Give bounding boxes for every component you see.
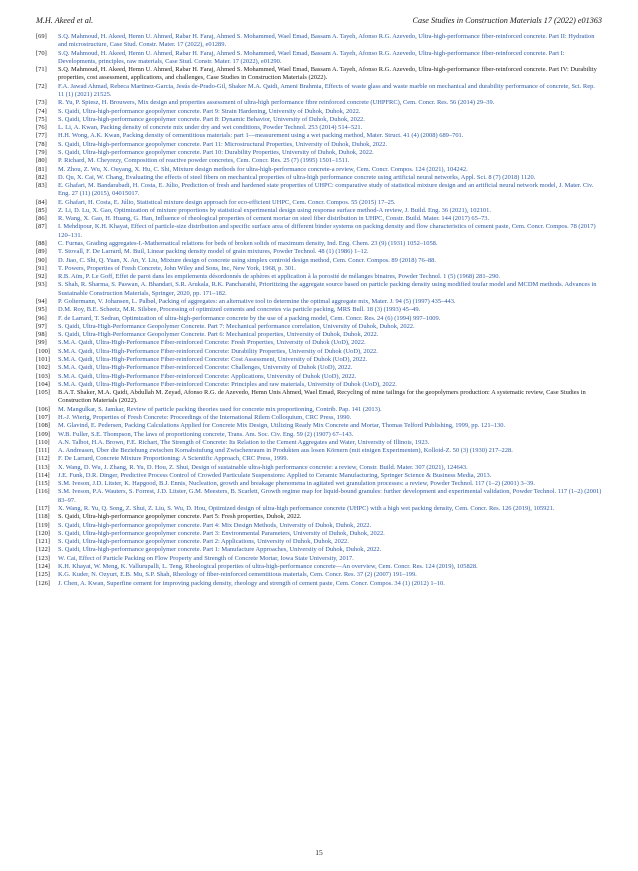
reference-link-item[interactable] — [36, 331, 602, 339]
reference-link-item[interactable] — [36, 580, 602, 588]
reference-text[interactable]: E. Ghafari, M. Bandarabadi, H. Costa, E. Júlio, Prediction of fresh and hardened state properties of UHPC: comparative study of statistical mixture design and an artificial neural network model, J. Mater. Civ. Eng. 27 (11) (2015), 04015017. — [58, 182, 594, 198]
reference-link-item[interactable] — [36, 132, 602, 140]
reference-link-item[interactable] — [36, 522, 602, 530]
reference-link-item[interactable] — [36, 141, 602, 149]
reference-link-item[interactable] — [36, 373, 602, 381]
reference-link-item[interactable] — [36, 174, 602, 182]
reference-text[interactable]: R. Wang, X. Gao, H. Huang, G. Han, Influence of rheological properties of cement mortar on steel fiber distribution in UHPC, Constr. Build. Mater. 144 (2017) 65–73. — [58, 215, 490, 223]
reference-number: [123] — [36, 554, 50, 562]
reference-text[interactable]: S.M. Iveson, P.A. Wauters, S. Forrest, J.D. Litster, G.M. Meesters, B. Scarlett, Growth regime map for liquid-bound granules: further development and experimental validation, Powder Technol. 117 (1–2) (2001) 83–97. — [58, 488, 602, 504]
reference-number: [71] — [36, 66, 47, 74]
reference-link-item[interactable] — [36, 83, 602, 100]
reference-number: [109] — [36, 430, 50, 438]
reference-text[interactable]: F. De Larrard, Concrete Mixture Proportioning: A Scientific Approach, CRC Press, 1999. — [58, 455, 289, 463]
reference-link-item[interactable] — [36, 356, 602, 364]
reference-number: [75] — [36, 115, 47, 123]
reference-item — [36, 513, 602, 521]
reference-link-item[interactable] — [36, 33, 602, 50]
reference-number: [89] — [36, 248, 47, 256]
reference-link-item[interactable] — [36, 555, 602, 563]
reference-number: [117] — [36, 505, 50, 513]
reference-text[interactable]: J. Chen, A. Kwan, Superfine cement for improving packing density, rheology and strength of cement paste, Cem. Concr. Compos. 34 (1) (2012) 1–10. — [58, 579, 445, 587]
reference-number: [121] — [36, 538, 50, 546]
reference-text[interactable]: K.G. Kuder, N. Ozyurt, E.B. Mu, S.P. Shah, Rheology of fiber-reinforced cementitious materials, Cem. Concr. Res. 37 (2) (2007) 191–199. — [58, 571, 417, 579]
reference-number: [88] — [36, 240, 47, 248]
reference-number: [76] — [36, 124, 47, 132]
reference-link-item[interactable] — [36, 108, 602, 116]
reference-text[interactable]: D. Jiao, C. Shi, Q. Yuan, X. An, Y. Liu, Mixture design of concrete using simplex centroid design method, Cem. Concr. Compos. 89 (2018) 76–88. — [58, 256, 436, 264]
reference-number: [98] — [36, 331, 47, 339]
reference-link-item[interactable] — [36, 472, 602, 480]
reference-number: [86] — [36, 215, 47, 223]
reference-number: [85] — [36, 206, 47, 214]
reference-number: [110] — [36, 438, 50, 446]
reference-text[interactable]: D.M. Roy, B.E. Scheetz, M.R. Silsbee, Processing of optimized cements and concretes via particle packing, MRS Bull. 18 (3) (1993) 45–49. — [58, 306, 421, 314]
reference-link-item[interactable] — [36, 315, 602, 323]
reference-link-item[interactable] — [36, 455, 602, 463]
reference-text[interactable]: E. Ghafari, H. Costa, E. Júlio, Statistical mixture design approach for eco-efficient UHPC, Cem. Concr. Compos. 55 (2015) 17–25. — [58, 198, 396, 206]
reference-text[interactable]: S. Qaidi, Ultra-high-performance geopolymer concrete. Part 2: Applications, University of Duhok, Duhok, 2022. — [58, 538, 349, 546]
reference-number: [101] — [36, 355, 50, 363]
reference-number: [74] — [36, 107, 47, 115]
reference-text[interactable]: F. de Larrard, T. Sedran, Optimization of ultra-high-performance concrete by the use of a packing model, Cem. Concr. Res. 24 (6) (1994) 997–1009. — [58, 314, 441, 322]
reference-number: [94] — [36, 298, 47, 305]
reference-number: [84] — [36, 198, 47, 206]
reference-number: [111] — [36, 447, 50, 455]
reference-number: [77] — [36, 132, 47, 140]
reference-number: [102] — [36, 364, 50, 372]
reference-text[interactable]: P. Richard, M. Cheyrezy, Composition of reactive powder concretes, Cem. Concr. Res. 25 (7) (1995) 1501–1511. — [58, 157, 350, 165]
reference-text[interactable]: H.-J. Wierig, Properties of Fresh Concrete: Proceedings of the International Rilem Colloquium, CRC Press, 1990. — [58, 413, 352, 421]
reference-text[interactable]: J.E. Funk, D.R. Dinger, Predictive Process Control of Crowded Particulate Suspensions: Applied to Ceramic Manufacturing, Springer Science & Business Media, 2013. — [58, 471, 492, 479]
reference-text: B.A.T. Shaker, M.A. Qaidi, Abdullah M. Zeyad, Afonso R.G. de Azevedo, Hemn Unis Ahmed, Wael Emad, Recycling of mine tailings for the geopolymers production: A systematic review, Case Studies in Construction Materials (2022). — [58, 389, 586, 405]
reference-link-item[interactable] — [36, 182, 602, 199]
header-authors: M.H. Akeed et al. — [36, 15, 94, 25]
reference-text[interactable]: S.M.A. Qaidi, Ultra-High-Performance Fiber-reinforced Concrete: Fresh Properties, University of Duhok (UoD), 2022. — [58, 339, 366, 347]
reference-text[interactable]: F.A. Jawad Ahmad, Rebeca Martinez-Garcia, Jesús de-Prado-Gil, Shaker M.A. Qaidi, Ameni Brahmia, Effects of waste glass and waste marble on mechanical and durability performance of concrete, Sci. Rep. 11 (1) (2021) 21525. — [58, 82, 595, 98]
reference-number: [80] — [36, 157, 47, 165]
reference-number: [90] — [36, 256, 47, 264]
reference-link-item[interactable] — [36, 281, 602, 298]
header-journal: Case Studies in Construction Materials 17 (2022) e01363 — [412, 15, 602, 25]
reference-text: S.Q. Mahmoud, H. Akeed, Hemn U. Ahmed, Rabar H. Faraj, Ahmed S. Mohammed, Wael Emad, Bassam A. Tayeh, Afonso R.G. Azevedo, Ultra-high-performance fiber-reinforced concrete. Part IV: Durability properties, cost assessment, applications, and challenges, Case Studies in Construction Materials (2022). — [58, 66, 597, 82]
reference-number: [122] — [36, 546, 50, 554]
reference-number: [70] — [36, 49, 47, 57]
reference-link-item[interactable] — [36, 199, 602, 207]
reference-number: [83] — [36, 182, 47, 190]
reference-link-item[interactable] — [36, 563, 602, 571]
running-header — [36, 13, 602, 27]
reference-link-item[interactable] — [36, 166, 602, 174]
reference-number: [116] — [36, 488, 50, 496]
reference-number: [92] — [36, 273, 47, 281]
reference-number: [126] — [36, 579, 50, 587]
reference-number: [125] — [36, 571, 50, 579]
reference-text[interactable]: S. Qaidi, Ultra-high-performance geopolymer concrete. Part 9: Strain Hardening, University of Duhok, Duhok, 2022. — [58, 107, 361, 115]
reference-number: [91] — [36, 264, 47, 272]
reference-text[interactable]: T. Powers, Properties of Fresh Concrete, John Wiley and Sons, Inc, New York, 1968, p. 301. — [58, 264, 296, 272]
reference-link-item[interactable] — [36, 223, 602, 240]
reference-number: [114] — [36, 471, 50, 479]
reference-number: [108] — [36, 422, 50, 430]
reference-number: [104] — [36, 380, 50, 388]
reference-link-item[interactable] — [36, 265, 602, 273]
reference-link-item[interactable] — [36, 240, 602, 248]
reference-link-item[interactable] — [36, 323, 602, 331]
reference-list — [36, 33, 602, 588]
reference-text[interactable]: T. Stovall, F. De Larrard, M. Buil, Linear packing density model of grain mixtures, Powder Technol. 48 (1) (1986) 1–12. — [58, 248, 369, 256]
reference-text[interactable]: M. Glavind, E. Pedersen, Packing Calculations Applied for Concrete Mix Design, Utilizing Ready Mix Concrete and Mortar, Thomas Telford Publishing, 1999, pp. 121–130. — [58, 422, 506, 430]
reference-number: [72] — [36, 82, 47, 90]
reference-link-item[interactable] — [36, 464, 602, 472]
reference-text[interactable]: S. Qaidi, Ultra-High-Performance Geopolymer Concrete. Part 7: Mechanical performance correlation, University of Duhok, Duhok, 2022. — [58, 322, 415, 330]
reference-text[interactable]: I. Mehdipour, K.H. Khayat, Effect of particle-size distribution and specific surface area of different binder systems on packing density and flow characteristics of cement paste, Cem. Concr. Compos. 78 (2017) 120–131. — [58, 223, 596, 239]
reference-text[interactable]: W. Cai, Effect of Particle Packing on Flow Property and Strength of Concrete Mortar, Iowa State University, 2017. — [58, 554, 354, 562]
reference-link-item[interactable] — [36, 348, 602, 356]
reference-text[interactable]: S. Qaidi, Ultra-high-performance geopolymer concrete. Part 8: Dynamic Behavior, University of Duhok, Duhok, 2022. — [58, 115, 365, 123]
reference-text[interactable]: H.H. Wong, A.K. Kwan, Packing density of cementitious materials: part 1—measurement using a wet packing method, Mater. Struct. 41 (4) (2008) 689–701. — [58, 132, 464, 140]
reference-number: [105] — [36, 389, 50, 397]
reference-text[interactable]: S.M. Iveson, J.D. Litster, K. Hapgood, B.J. Ennis, Nucleation, growth and breakage phenomena in agitated wet granulation processes: a review, Powder Technol. 117 (1–2) (2001) 3–39. — [58, 480, 535, 488]
reference-link-item[interactable] — [36, 99, 602, 107]
reference-number: [93] — [36, 281, 47, 289]
reference-text[interactable]: S. Shah, R. Sharma, S. Paswan, A. Bhandari, S.R. Arukala, R.K. Pancharathi, Prioritizing the aggregate source based on particle packing density using modified toufar model and MCDM methods. Advances in Sustainable Construction Materials, Springer, 2020, pp. 171–182. — [58, 281, 597, 297]
reference-link-item[interactable] — [36, 149, 602, 157]
reference-text[interactable]: S. Qaidi, Ultra-high-performance geopolymer concrete. Part 4: Mix Design Methods, University of Duhok, Duhok, 2022. — [58, 521, 372, 529]
reference-text[interactable]: A.N. Talbot, H.A. Brown, F.E. Richart, The Strength of Concrete: Its Relation to the Cement Aggregates and Water, University of Illinois, 1923. — [58, 438, 430, 446]
reference-text[interactable]: M. Zhou, Z. Wu, X. Ouyang, X. Hu, C. Shi, Mixture design methods for ultra-high-performance concrete-a review, Cem. Concr. Compos. 124 (2021), 104242. — [58, 165, 468, 173]
reference-link-item[interactable] — [36, 215, 602, 223]
reference-text[interactable]: S.M.A. Qaidi, Ultra-High-Performance Fiber-reinforced Concrete: Challenges, University of Duhok (UoD), 2022. — [58, 364, 353, 372]
reference-text[interactable]: K.H. Khayat, W. Meng, K. Vallurupalli, L. Teng, Rheological properties of ultra-high-performance concrete—An overview, Cem. Concr. Res. 124 (2019), 105828. — [58, 563, 478, 570]
reference-number: [79] — [36, 148, 47, 156]
reference-link-item[interactable] — [36, 480, 602, 488]
reference-number: [69] — [36, 33, 47, 40]
reference-link-item[interactable] — [36, 571, 602, 579]
reference-link-item[interactable] — [36, 364, 602, 372]
reference-text[interactable]: S. Qaidi, Ultra-high-performance geopolymer concrete. Part 1: Manufacture Approaches, University of Duhok, Duhok, 2022. — [58, 546, 382, 554]
reference-number: [87] — [36, 223, 47, 231]
reference-number: [78] — [36, 140, 47, 148]
reference-number: [112] — [36, 455, 50, 463]
reference-link-item[interactable] — [36, 248, 602, 256]
reference-text[interactable]: S. Qaidi, Ultra-high-performance geopolymer concrete. Part 3: Environmental Parameters, University of Duhok, Duhok, 2022. — [58, 529, 385, 537]
reference-text: S. Qaidi, Ultra-high-performance geopolymer concrete. Part 5: Fresh properties, Duhok, 2022. — [58, 513, 302, 521]
reference-text[interactable]: A. Andreasen, Über die Beziehung zwischen Kornabstufung und Zwischenraum in Produkten aus losen Körnern (mit einigen Experimenten), Kolloid-Z. 50 (3) (1930) 217–228. — [58, 447, 513, 455]
reference-number: [96] — [36, 314, 47, 322]
reference-link-item[interactable] — [36, 339, 602, 347]
reference-text[interactable]: L. Li, A. Kwan, Packing density of concrete mix under dry and wet conditions, Powder Technol. 253 (2014) 514–521. — [58, 124, 363, 132]
reference-link-item[interactable] — [36, 505, 602, 513]
reference-text[interactable]: R.B. Aïm, P. Le Goff, Effet de paroi dans les empilements désordonnés de sphères et application à la porosité de mélanges binaires, Powder Technol. 1 (5) (1968) 281–290. — [58, 273, 501, 281]
reference-text[interactable]: S. Qaidi, Ultra-High-Performance Geopolymer Concrete. Part 6: Mechanical properties, University of Duhok, Duhok, 2022. — [58, 331, 379, 339]
reference-link-item[interactable] — [36, 439, 602, 447]
reference-text[interactable]: S.Q. Mahmoud, H. Akeed, Hemn U. Ahmed, Rabar H. Faraj, Ahmed S. Mohammed, Wael Emad, Bassam A. Tayeh, Afonso R.G. Azevedo, Ultra-high-performance fiber-reinforced concrete. Part II: Hydration and microstructure, Case Stud. Constr. Mater. 17 (2022), e01289. — [58, 33, 595, 49]
reference-link-item[interactable] — [36, 488, 602, 505]
reference-item — [36, 389, 602, 406]
reference-number: [118] — [36, 513, 50, 521]
reference-text[interactable]: S.M.A. Qaidi, Ultra-High-Performance Fiber-reinforced Concrete: Principles and raw materials, University of Duhok (UoD), 2022. — [58, 380, 397, 388]
reference-text[interactable]: M. Mangulkar, S. Jamkar, Review of particle packing theories used for concrete mix proportioning, Contrib. Pap. 141 (2013). — [58, 405, 382, 413]
reference-link-item[interactable] — [36, 546, 602, 554]
reference-link-item[interactable] — [36, 414, 602, 422]
reference-text[interactable]: S.M.A. Qaidi, Ultra-High-Performance Fiber-reinforced Concrete: Durability Properties, University of Duhok (UoD), 2022. — [58, 347, 378, 355]
reference-text[interactable]: S.M.A. Qaidi, Ultra-High-Performance Fiber-reinforced Concrete: Applications, University of Duhok (UoD), 2022. — [58, 372, 357, 380]
reference-number: [115] — [36, 480, 50, 488]
reference-number: [100] — [36, 347, 50, 355]
reference-text[interactable]: W.B. Fuller, S.E. Thompson, The laws of proportioning concrete, Trans. Am. Soc. Civ. Eng. 59 (2) (1907) 67–143. — [58, 430, 354, 438]
reference-link-item[interactable] — [36, 273, 602, 281]
reference-text[interactable]: S.Q. Mahmoud, H. Akeed, Hemn U. Ahmed, Rabar H. Faraj, Ahmed S. Mohammed, Wael Emad, Bassam A. Tayeh, Afonso R.G. Azevedo, Ultra-high-performance fiber-reinforced concrete. Part I: Developments, principles, raw materials, Case Stud. Constr. Mater. 17 (2022), e01290. — [58, 49, 565, 65]
page-number: 15 — [315, 848, 323, 857]
reference-link-item[interactable] — [36, 298, 602, 306]
reference-link-item[interactable] — [36, 124, 602, 132]
reference-number: [113] — [36, 463, 50, 471]
reference-text[interactable]: P. Goltermann, V. Johansen, L. Palbøl, Packing of aggregates: an alternative tool to determine the optimal aggregate mix, Mater. J. 94 (5) (1997) 435–443. — [58, 298, 456, 305]
reference-text[interactable]: X. Wang, R. Yu, Q. Song, Z. Shui, Z. Liu, S. Wu, D. Hou, Optimized design of ultra-high performance concrete (UHPC) with a high wet packing density, Cem. Concr. Res. 126 (2019), 105921. — [58, 505, 555, 513]
reference-number: [103] — [36, 372, 50, 380]
reference-link-item[interactable] — [36, 538, 602, 546]
reference-link-item[interactable] — [36, 530, 602, 538]
reference-text[interactable]: R. Yu, P. Spiesz, H. Brouwers, Mix design and properties assessment of ultra-high performance fibre reinforced concrete (UHPFRC), Cem. Concr. Res. 56 (2014) 29–39. — [58, 99, 495, 107]
reference-link-item[interactable] — [36, 306, 602, 314]
reference-text[interactable]: Z. Li, D. Lu, X. Gao, Optimization of mixture proportions by statistical experimental design using response surface method-A review, J. Build. Eng. 36 (2021), 102101. — [58, 206, 491, 214]
reference-text[interactable]: S. Qaidi, Ultra-high-performance geopolymer concrete. Part 10: Durability Properties, University of Duhok, Duhok, 2022. — [58, 148, 374, 156]
reference-number: [99] — [36, 339, 47, 347]
reference-text[interactable]: D. Qu, X. Cai, W. Chang, Evaluating the effects of steel fibers on mechanical properties of ultra-high performance concrete using artificial neural networks, Appl. Sci. 8 (7) (2018) 1120. — [58, 173, 536, 181]
reference-link-item[interactable] — [36, 406, 602, 414]
reference-text[interactable]: S.M.A. Qaidi, Ultra-High-Performance Fiber-reinforced Concrete: Cost Assessment, University of Duhok (UoD), 2022. — [58, 355, 368, 363]
reference-number: [97] — [36, 322, 47, 330]
reference-number: [120] — [36, 529, 50, 537]
reference-link-item[interactable] — [36, 431, 602, 439]
reference-number: [82] — [36, 173, 47, 181]
reference-link-item[interactable] — [36, 422, 602, 430]
reference-link-item[interactable] — [36, 257, 602, 265]
reference-number: [119] — [36, 521, 50, 529]
reference-number: [124] — [36, 563, 50, 570]
reference-link-item[interactable] — [36, 381, 602, 389]
reference-link-item[interactable] — [36, 116, 602, 124]
reference-link-item[interactable] — [36, 447, 602, 455]
reference-text[interactable]: X. Wang, D. Wu, J. Zhang, R. Yu, D. Hou, Z. Shui, Design of sustainable ultra-high performance concrete: a review, Constr. Build. Mater. 307 (2021), 124643. — [58, 463, 468, 471]
reference-link-item[interactable] — [36, 207, 602, 215]
reference-number: [73] — [36, 99, 47, 107]
reference-item — [36, 66, 602, 83]
reference-link-item[interactable] — [36, 157, 602, 165]
reference-text[interactable]: S. Qaidi, Ultra-high-performance geopolymer concrete. Part 11: Microstructural Properties, University of Duhok, Duhok, 2022. — [58, 140, 388, 148]
reference-number: [106] — [36, 405, 50, 413]
reference-text[interactable]: C. Furnas, Grading aggregates-I.-Mathematical relations for beds of broken solids of maximum density, Ind. Eng. Chem. 23 (9) (1931) 1052–1058. — [58, 240, 438, 248]
reference-number: [95] — [36, 306, 47, 314]
reference-link-item[interactable] — [36, 50, 602, 67]
reference-number: [107] — [36, 413, 50, 421]
reference-number: [81] — [36, 165, 47, 173]
